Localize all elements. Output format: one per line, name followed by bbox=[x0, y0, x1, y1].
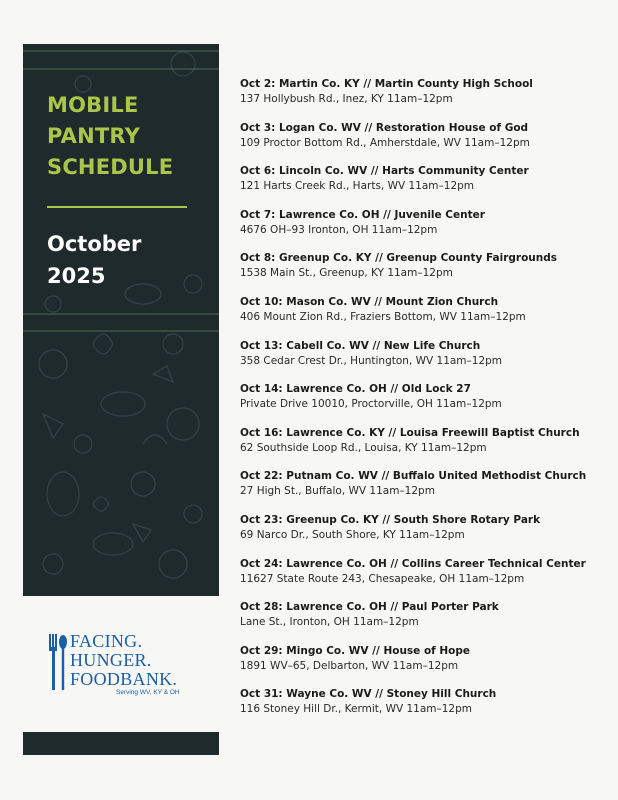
logo-text-facing: FACING. bbox=[70, 631, 143, 651]
entry-title: Oct 24: Lawrence Co. OH // Collins Career Technical Center bbox=[240, 557, 586, 570]
schedule-entry bbox=[240, 121, 600, 165]
entry-title: Oct 2: Martin Co. KY // Martin County High School bbox=[240, 78, 533, 90]
entry-detail: 137 Hollybush Rd., Inez, KY 11am–12pm bbox=[240, 93, 453, 105]
schedule-entry bbox=[240, 382, 600, 426]
schedule-year: 2025 bbox=[47, 264, 106, 288]
entry-title: Oct 3: Logan Co. WV // Restoration House of God bbox=[240, 121, 529, 134]
schedule-entry bbox=[240, 469, 600, 513]
entry-detail: 109 Proctor Bottom Rd., Amherstdale, WV 11am–12pm bbox=[240, 136, 530, 149]
entry-title: Oct 8: Greenup Co. KY // Greenup County Fairgrounds bbox=[240, 252, 558, 265]
entry-title: Oct 31: Wayne Co. WV // Stoney Hill Church bbox=[240, 688, 497, 701]
entry-detail: 1891 WV–65, Delbarton, WV 11am–12pm bbox=[240, 659, 459, 672]
logo-text-foodbank: FOODBANK. bbox=[70, 669, 178, 689]
entry-title: Oct 6: Lincoln Co. WV // Harts Community Center bbox=[240, 165, 529, 178]
foodbank-logo bbox=[46, 632, 206, 698]
entry-title: Oct 13: Cabell Co. WV // New Life Church bbox=[240, 339, 481, 352]
schedule-entry bbox=[240, 644, 600, 688]
schedule-entry bbox=[240, 426, 600, 470]
fork-spoon-logo-icon bbox=[46, 634, 70, 690]
schedule-month: October bbox=[47, 232, 142, 256]
entry-title: Oct 22: Putnam Co. WV // Buffalo United Methodist Church bbox=[240, 470, 587, 483]
panel-title bbox=[47, 90, 217, 183]
entry-detail: 116 Stoney Hill Dr., Kermit, WV 11am–12pm bbox=[240, 703, 473, 716]
schedule-entry bbox=[240, 77, 600, 121]
title-line-schedule: SCHEDULE bbox=[47, 155, 174, 179]
entry-title: Oct 29: Mingo Co. WV // House of Hope bbox=[240, 644, 471, 657]
schedule-entry bbox=[240, 208, 600, 252]
entry-title: Oct 10: Mason Co. WV // Mount Zion Church bbox=[240, 295, 499, 308]
schedule-entry bbox=[240, 164, 600, 208]
logo-text-hunger: HUNGER. bbox=[70, 650, 152, 670]
entry-detail: 358 Cedar Crest Dr., Huntington, WV 11am–12pm bbox=[240, 354, 503, 367]
title-line-pantry: PANTRY bbox=[47, 124, 141, 148]
entry-title: Oct 14: Lawrence Co. OH // Old Lock 27 bbox=[240, 383, 471, 396]
schedule-entry bbox=[240, 339, 600, 383]
footer-bar bbox=[23, 732, 219, 755]
title-divider bbox=[47, 206, 187, 208]
entry-detail: 69 Narco Dr., South Shore, KY 11am–12pm bbox=[240, 528, 465, 541]
schedule-entry bbox=[240, 557, 600, 601]
entry-detail: 406 Mount Zion Rd., Fraziers Bottom, WV 11am–12pm bbox=[240, 310, 526, 323]
schedule-entry bbox=[240, 687, 600, 731]
schedule-entry bbox=[240, 251, 600, 295]
schedule-list bbox=[240, 77, 600, 731]
entry-detail: 62 Southside Loop Rd., Louisa, KY 11am–12pm bbox=[240, 441, 487, 454]
schedule-entry bbox=[240, 513, 600, 557]
entry-detail: Private Drive 10010, Proctorville, OH 11am–12pm bbox=[240, 398, 502, 411]
schedule-entry bbox=[240, 600, 600, 644]
entry-title: Oct 28: Lawrence Co. OH // Paul Porter Park bbox=[240, 601, 499, 614]
entry-detail: 1538 Main St., Greenup, KY 11am–12pm bbox=[240, 267, 453, 280]
entry-title: Oct 23: Greenup Co. KY // South Shore Rotary Park bbox=[240, 513, 541, 526]
schedule-entry bbox=[240, 295, 600, 339]
entry-detail: Lane St., Ironton, OH 11am–12pm bbox=[240, 616, 419, 629]
entry-title: Oct 16: Lawrence Co. KY // Louisa Freewill Baptist Church bbox=[240, 426, 580, 439]
entry-title: Oct 7: Lawrence Co. OH // Juvenile Center bbox=[240, 208, 485, 221]
logo-tagline: Serving WV, KY & OH bbox=[116, 689, 180, 696]
entry-detail: 4676 OH–93 Ironton, OH 11am–12pm bbox=[240, 223, 438, 236]
entry-detail: 11627 State Route 243, Chesapeake, OH 11am–12pm bbox=[240, 572, 525, 585]
entry-detail: 121 Harts Creek Rd., Harts, WV 11am–12pm bbox=[240, 180, 475, 193]
title-line-mobile: MOBILE bbox=[47, 93, 139, 117]
schedule-header-panel bbox=[23, 44, 219, 596]
schedule-month-year bbox=[47, 228, 217, 292]
entry-detail: 27 High St., Buffalo, WV 11am–12pm bbox=[240, 485, 435, 498]
